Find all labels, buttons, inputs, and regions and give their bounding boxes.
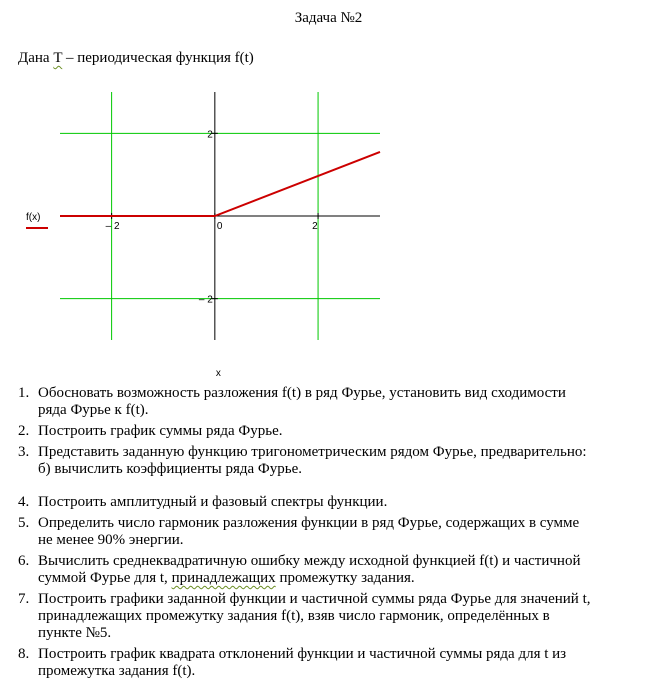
task-text: Определить число гармоник разложения функции в ряд Фурье, содержащих в сумме (38, 515, 580, 531)
task-item-3 (18, 444, 638, 478)
task-item-8 (18, 646, 638, 680)
x-tick-label: – 2 (105, 221, 120, 232)
series-line (60, 152, 380, 216)
task-text: Построить графики заданной функции и частичной суммы ряда Фурье для значений t, (38, 591, 591, 607)
task-item-7 (18, 591, 638, 642)
task-text: пункте №5. (38, 625, 112, 641)
intro-prefix: Дана (18, 50, 54, 66)
task-number: 8. (18, 646, 30, 662)
y-axis-label: f(x) (26, 212, 41, 223)
task-text-part: суммой Фурье для t, (38, 570, 172, 586)
y-tick-label: – 2 (198, 294, 213, 306)
task-text: Построить график квадрата отклонений функции и частичной суммы ряда для t из (38, 646, 567, 662)
task-text: Представить заданную функцию тригонометрическим рядом Фурье, предварительно: (38, 444, 587, 460)
task-text: Построить график суммы ряда Фурье. (38, 423, 283, 439)
x-tick-label: 2 (312, 221, 318, 232)
task-number: 2. (18, 423, 30, 439)
task-item-5 (18, 515, 638, 549)
task-list (18, 385, 638, 684)
task-item-6 (18, 553, 638, 587)
task-number: 4. (18, 494, 30, 510)
x-axis-label: x (215, 368, 221, 379)
task-text-line2 (38, 570, 638, 587)
task-text: не менее 90% энергии. (38, 532, 184, 548)
task-item-2 (18, 423, 638, 440)
task-number: 6. (18, 553, 30, 569)
y-tick-label: 2 (207, 129, 213, 141)
page-title: Задача №2 (294, 10, 363, 26)
task-text-part: промежутку задания. (275, 570, 415, 586)
task-number: 1. (18, 385, 30, 401)
x-tick-label: 0 (216, 221, 223, 232)
task-text: Вычислить среднеквадратичную ошибку между исходной функцией f(t) и частичной (38, 553, 581, 569)
task-item-4 (18, 494, 638, 511)
task-number: 5. (18, 515, 30, 531)
task-text: принадлежащих промежутку задания f(t), взяв число гармоник, определённых в (38, 608, 550, 624)
task-number: 3. (18, 444, 30, 460)
task-number: 7. (18, 591, 30, 607)
task-text: промежутка задания f(t). (38, 663, 196, 679)
task-text: б) вычислить коэффициенты ряда Фурье. (38, 461, 303, 477)
task-text-part: принадлежащих (171, 570, 276, 586)
task-text: Построить амплитудный и фазовый спектры функции. (38, 494, 388, 510)
intro-suffix: – периодическая функция f(t) (62, 50, 254, 66)
task-item-1 (18, 385, 638, 419)
task-text: Обосновать возможность разложения f(t) в ряд Фурье, установить вид сходимости (38, 385, 566, 401)
intro-t-symbol: T (53, 50, 63, 66)
task-text: ряда Фурье к f(t). (38, 402, 149, 418)
